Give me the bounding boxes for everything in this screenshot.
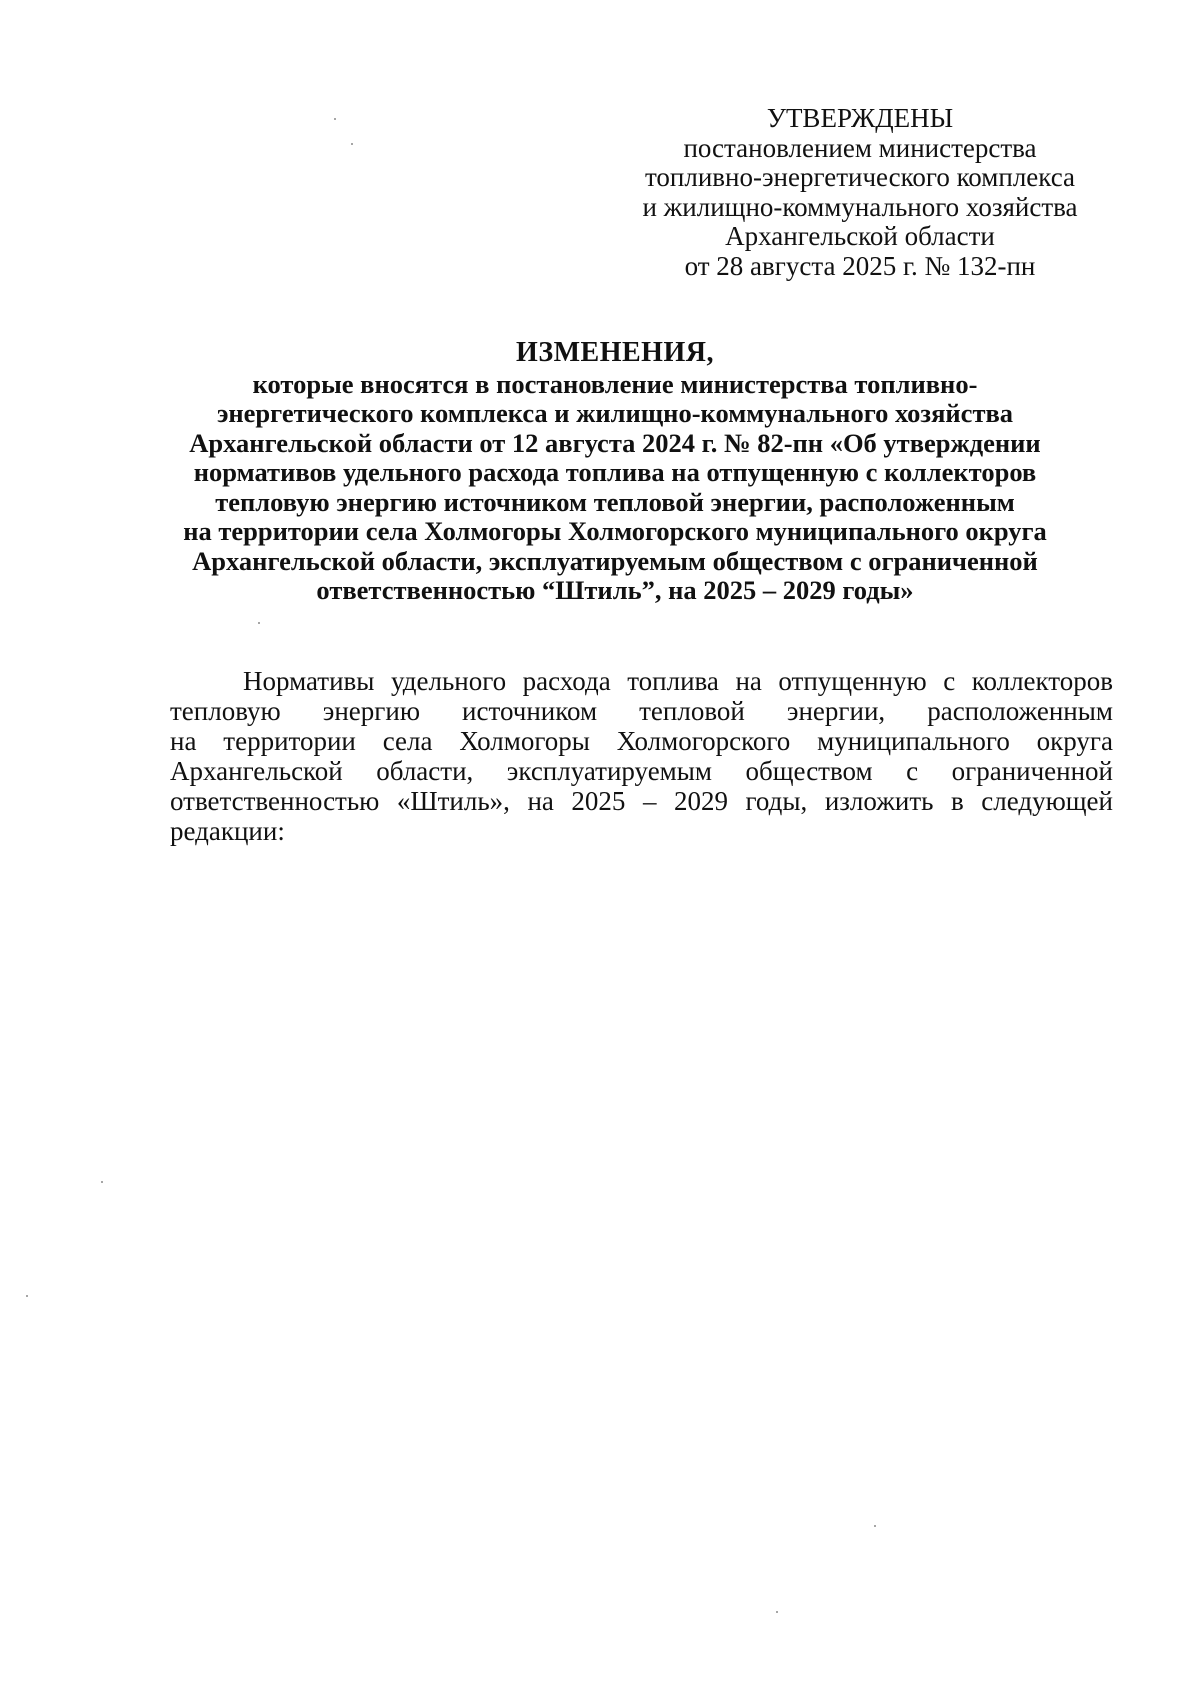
body-line: редакции: [170,816,285,846]
scan-speck [776,1611,778,1613]
body-line: тепловую энергию источником тепловой энергии, расположенным [170,696,1113,726]
scan-speck [874,1525,876,1527]
body-line: Архангельской области, эксплуатируемым обществом с ограниченной [170,756,1113,786]
heading-line: энергетического комплекса и жилищно-коммунального хозяйства [216,398,1014,428]
heading-line: на территории села Холмогоры Холмогорского муниципального округа [183,516,1047,546]
body-line: ответственностью «Штиль», на 2025 – 2029 годы, изложить в следующей [170,786,1113,816]
scan-speck [101,1181,103,1183]
heading-line: ответственностью “Штиль”, на 2025 – 2029 годы» [316,575,914,605]
approval-line: постановлением министерства [683,132,1037,163]
scan-speck [334,118,336,120]
heading-line: Архангельской области от 12 августа 2024 г. № 82-пн «Об утверждении [189,427,1041,458]
approval-stamp-block [600,104,1120,281]
body-line: Нормативы удельного расхода топлива на отпущенную с коллекторов [243,666,1113,696]
heading-line: нормативов удельного расхода топлива на отпущенную с коллекторов [193,457,1037,487]
heading-line: тепловую энергию источником тепловой энергии, расположенным [215,486,1015,517]
approval-line: и жилищно-коммунального хозяйства [642,191,1078,222]
heading-line: которые вносятся в постановление министерства топливно- [252,368,978,399]
heading-title: ИЗМЕНЕНИЯ, [516,337,714,368]
scan-speck [258,622,260,624]
scan-speck [26,1295,28,1297]
body-paragraph [170,666,1113,846]
scan-speck [351,143,353,145]
document-heading [140,338,1090,606]
approval-line: Архангельской области [725,221,995,251]
approval-line: топливно-энергетического комплекса [644,162,1076,192]
approval-title: УТВЕРЖДЕНЫ [766,103,954,133]
heading-line: Архангельской области, эксплуатируемым обществом с ограниченной [192,545,1038,576]
approval-date-number: от 28 августа 2025 г. № 132-пн [684,250,1036,281]
body-line: на территории села Холмогоры Холмогорского муниципального округа [170,726,1113,756]
